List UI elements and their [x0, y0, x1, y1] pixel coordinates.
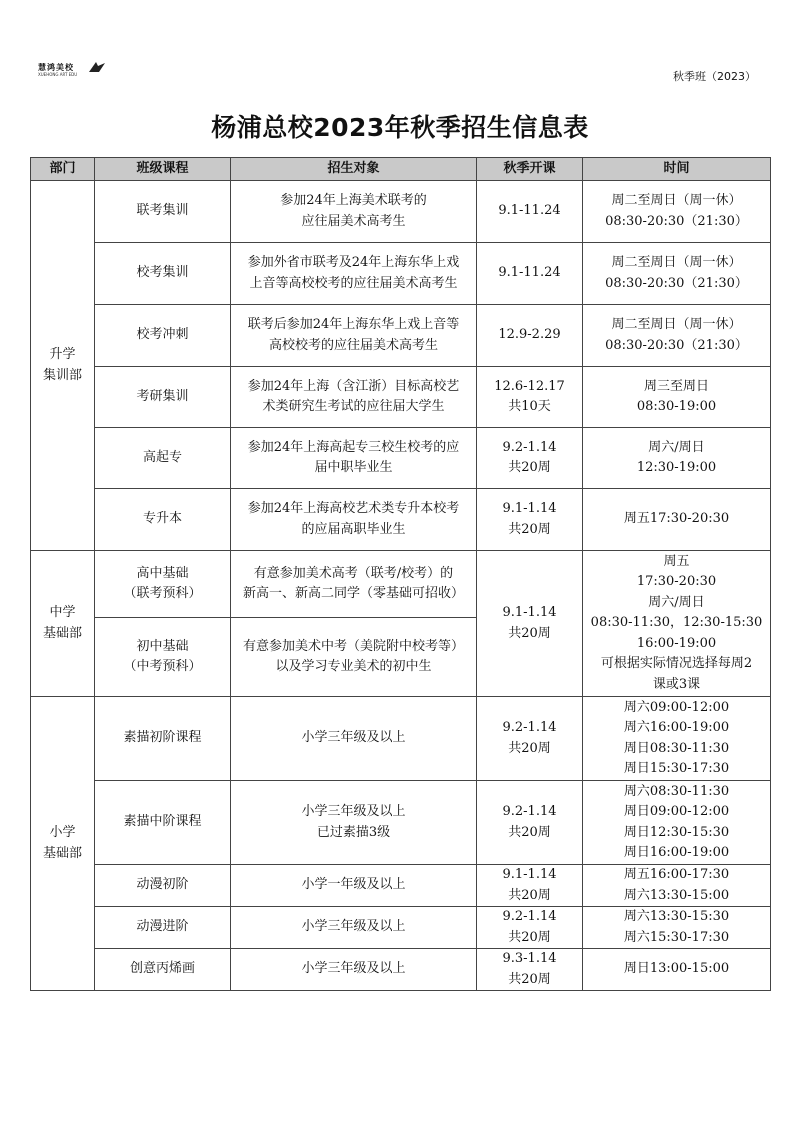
- table-row: [31, 697, 771, 781]
- start-cell: 9.2-1.14 共20周: [477, 907, 583, 949]
- season-badge: 秋季班（2023）: [673, 70, 756, 83]
- course-cell: 高中基础 （联考预科）: [95, 551, 231, 618]
- table-row: [31, 551, 771, 618]
- time-cell: 周五17:30-20:30: [583, 489, 771, 551]
- table-row: [31, 367, 771, 428]
- course-cell: 考研集训: [95, 367, 231, 428]
- target-cell: 小学三年级及以上: [231, 907, 477, 949]
- time-cell: 周三至周日 08:30-19:00: [583, 367, 771, 428]
- course-cell: 素描初阶课程: [95, 697, 231, 781]
- table-row: [31, 907, 771, 949]
- start-cell: 9.3-1.14 共20周: [477, 949, 583, 991]
- target-cell: 小学三年级及以上 已过素描3级: [231, 781, 477, 865]
- department-cell: 小学 基础部: [31, 697, 95, 991]
- start-cell: 9.2-1.14 共20周: [477, 781, 583, 865]
- table-row: [31, 781, 771, 865]
- time-cell: 周六08:30-11:30 周日09:00-12:00 周日12:30-15:30 周日16:00-19:00: [583, 781, 771, 865]
- start-cell: 9.1-1.14 共20周: [477, 489, 583, 551]
- target-cell: 小学三年级及以上: [231, 949, 477, 991]
- course-cell: 创意丙烯画: [95, 949, 231, 991]
- logo-bird-icon: [88, 60, 106, 74]
- table-row: [31, 181, 771, 243]
- target-cell: 参加24年上海高校艺术类专升本校考 的应届高职毕业生: [231, 489, 477, 551]
- course-cell: 素描中阶课程: [95, 781, 231, 865]
- table-row: [31, 305, 771, 367]
- time-cell: 周六/周日 12:30-19:00: [583, 428, 771, 489]
- column-header: 招生对象: [231, 158, 477, 181]
- target-cell: 小学三年级及以上: [231, 697, 477, 781]
- time-cell: 周二至周日（周一休） 08:30-20:30（21:30）: [583, 181, 771, 243]
- time-cell: 周二至周日（周一休） 08:30-20:30（21:30）: [583, 305, 771, 367]
- time-cell: 周六13:30-15:30 周六15:30-17:30: [583, 907, 771, 949]
- table-row: [31, 949, 771, 991]
- time-cell: 周五 17:30-20:30 周六/周日 08:30-11:30，12:30-15:30 16:00-19:00 可根据实际情况选择每周2 课或3课: [583, 551, 771, 697]
- table-row: [31, 243, 771, 305]
- brand-logo: [38, 60, 108, 80]
- course-cell: 初中基础 （中考预科）: [95, 618, 231, 697]
- start-cell: 9.1-1.14 共20周: [477, 865, 583, 907]
- enrollment-table: [30, 157, 771, 991]
- department-cell: 升学 集训部: [31, 181, 95, 551]
- target-cell: 参加24年上海高起专三校生校考的应 届中职毕业生: [231, 428, 477, 489]
- table-row: [31, 865, 771, 907]
- time-cell: 周二至周日（周一休） 08:30-20:30（21:30）: [583, 243, 771, 305]
- course-cell: 校考集训: [95, 243, 231, 305]
- start-cell: 9.1-11.24: [477, 181, 583, 243]
- table-row: [31, 489, 771, 551]
- table-header-row: [31, 158, 771, 181]
- column-header: 班级课程: [95, 158, 231, 181]
- target-cell: 参加24年上海（含江浙）目标高校艺 术类研究生考试的应往届大学生: [231, 367, 477, 428]
- department-cell: 中学 基础部: [31, 551, 95, 697]
- table-row: [31, 428, 771, 489]
- start-cell: 12.9-2.29: [477, 305, 583, 367]
- time-cell: 周五16:00-17:30 周六13:30-15:00: [583, 865, 771, 907]
- page-title: 杨浦总校2023年秋季招生信息表: [211, 113, 589, 142]
- start-cell: 9.1-1.14 共20周: [477, 551, 583, 697]
- course-cell: 专升本: [95, 489, 231, 551]
- start-cell: 9.2-1.14 共20周: [477, 428, 583, 489]
- time-cell: 周六09:00-12:00 周六16:00-19:00 周日08:30-11:30 周日15:30-17:30: [583, 697, 771, 781]
- start-cell: 12.6-12.17 共10天: [477, 367, 583, 428]
- start-cell: 9.2-1.14 共20周: [477, 697, 583, 781]
- target-cell: 有意参加美术高考（联考/校考）的 新高一、新高二同学（零基础可招收）: [231, 551, 477, 618]
- column-header: 部门: [31, 158, 95, 181]
- course-cell: 联考集训: [95, 181, 231, 243]
- target-cell: 小学一年级及以上: [231, 865, 477, 907]
- column-header: 时间: [583, 158, 771, 181]
- course-cell: 动漫进阶: [95, 907, 231, 949]
- target-cell: 参加外省市联考及24年上海东华上戏 上音等高校校考的应往届美术高考生: [231, 243, 477, 305]
- start-cell: 9.1-11.24: [477, 243, 583, 305]
- target-cell: 参加24年上海美术联考的 应往届美术高考生: [231, 181, 477, 243]
- target-cell: 联考后参加24年上海东华上戏上音等 高校校考的应往届美术高考生: [231, 305, 477, 367]
- logo-text: 慧鸿美校: [38, 63, 74, 72]
- logo-subtext: XUEHONG ART EDU: [38, 72, 78, 77]
- column-header: 秋季开课: [477, 158, 583, 181]
- time-cell: 周日13:00-15:00: [583, 949, 771, 991]
- course-cell: 校考冲刺: [95, 305, 231, 367]
- course-cell: 动漫初阶: [95, 865, 231, 907]
- course-cell: 高起专: [95, 428, 231, 489]
- target-cell: 有意参加美术中考（美院附中校考等） 以及学习专业美术的初中生: [231, 618, 477, 697]
